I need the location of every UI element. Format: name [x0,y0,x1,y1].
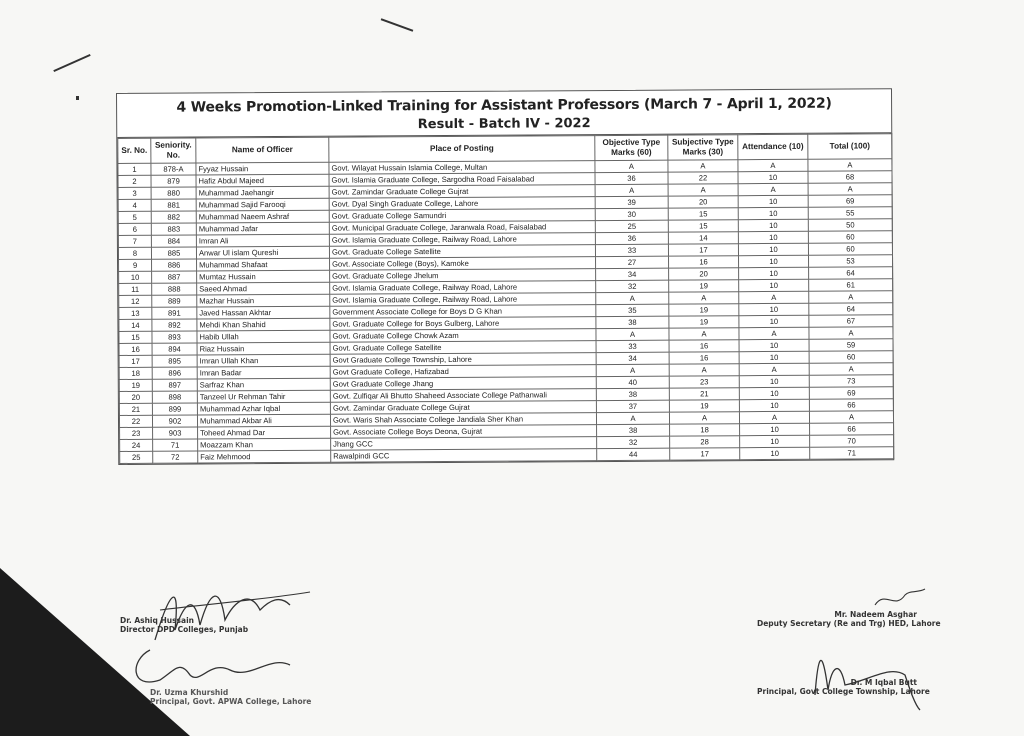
table-cell: 35 [596,304,669,316]
table-cell: 3 [118,187,151,199]
table-cell: 21 [119,403,152,415]
table-cell: Faiz Mehmood [198,450,331,463]
table-cell: 10 [739,267,809,279]
table-cell: A [738,159,808,171]
table-cell: 27 [596,256,669,268]
sig-right-bottom [757,678,930,696]
table-cell: 55 [808,207,892,220]
table-cell: 887 [152,271,197,283]
table-cell: Mumtaz Hussain [197,270,330,283]
table-cell: A [595,184,668,196]
table-cell: 8 [118,247,151,259]
table-cell: 899 [152,403,197,415]
sig-right-top-title: Deputy Secretary (Re and Trg) HED, Lahore [757,619,941,628]
table-cell: Riaz Hussain [197,342,330,355]
table-body [118,159,894,464]
table-cell: 70 [810,435,894,448]
table-cell: Imran Badar [197,366,330,379]
sig-right-bottom-title: Principal, Govt College Township, Lahore [757,687,930,696]
table-cell: 36 [595,172,668,184]
column-header: Objective Type Marks (60) [595,135,668,160]
table-cell: 7 [118,235,151,247]
table-cell: Govt. Graduate College Chowk Azam [330,329,596,343]
table-cell: Govt. Associate College (Boys), Kamoke [330,257,596,271]
table-cell: 878-A [151,163,196,175]
table-cell: 20 [668,196,738,208]
table-cell: A [739,291,809,303]
table-cell: 16 [669,340,739,352]
table-cell: Govt. Graduate College Satellite [330,341,596,355]
table-cell: 20 [119,391,152,403]
table-cell: 5 [118,211,151,223]
table-cell: Muhammad Jafar [196,222,329,235]
table-cell: Imran Ullah Khan [197,354,330,367]
table-cell: 14 [668,232,738,244]
table-cell: 17 [119,355,152,367]
table-cell: 13 [119,307,152,319]
table-cell: Habib Ullah [197,330,330,343]
table-cell: Government Associate College for Boys D G Khan [330,305,596,319]
table-cell: 16 [119,343,152,355]
table-cell: Imran Ali [196,234,329,247]
sig-right-bottom-name: Dr. M Iqbal Butt [850,678,917,687]
table-cell: 10 [738,207,808,219]
table-cell: Muhammad Shafaat [197,258,330,271]
table-cell: A [808,183,892,196]
table-cell: 10 [739,351,809,363]
column-header: Place of Posting [329,136,595,163]
table-cell: Javed Hassan Akhtar [197,306,330,319]
table-cell: A [596,412,669,424]
table-cell: 50 [808,219,892,232]
table-cell: Govt. Waris Shah Associate College Jandiala Sher Khan [330,413,596,427]
table-cell: 15 [668,208,738,220]
table-cell: 10 [739,315,809,327]
table-cell: A [809,291,893,304]
table-cell: Hafiz Abdul Majeed [196,174,329,187]
table-cell: 71 [810,447,894,460]
column-header: Attendance (10) [738,134,808,159]
table-cell: 20 [669,268,739,280]
table-cell: 25 [120,451,153,463]
result-table [117,133,894,464]
table-cell: 38 [596,388,669,400]
table-cell: 1 [118,163,151,175]
table-cell: Govt Graduate College Township, Lahore [330,353,596,367]
table-cell: 38 [597,424,670,436]
sig-left-bottom-title: Principal, Govt. APWA College, Lahore [150,697,312,706]
table-cell: 53 [809,255,893,268]
table-cell: Muhammad Jaehangir [196,186,329,199]
table-cell: 40 [596,376,669,388]
table-cell: 16 [669,256,739,268]
table-cell: 34 [596,352,669,364]
table-cell: 25 [595,220,668,232]
table-cell: 10 [738,243,808,255]
table-cell: A [669,412,739,424]
sig-right-top-name: Mr. Nadeem Asghar [834,610,917,619]
sig-left-top [120,616,248,634]
table-cell: Govt. Zamindar Graduate College Gujrat [329,185,595,199]
table-cell: 894 [152,343,197,355]
table-cell: 10 [740,435,810,447]
table-cell: 10 [739,387,809,399]
table-cell: 10 [739,375,809,387]
table-cell: 10 [740,447,810,459]
table-cell: 69 [808,195,892,208]
table-cell: 34 [596,268,669,280]
table-cell: A [809,411,893,424]
table-cell: 10 [738,195,808,207]
table-cell: 15 [668,220,738,232]
table-cell: A [596,292,669,304]
table-cell: Govt Graduate College Jhang [330,377,596,391]
table-cell: 11 [119,283,152,295]
table-cell: A [595,160,668,172]
table-cell: 33 [595,244,668,256]
table-cell: 68 [808,171,892,184]
table-cell: A [738,183,808,195]
table-cell: 893 [152,331,197,343]
document-title: 4 Weeks Promotion-Linked Training for Assistant Professors (March 7 - April 1, 2022) [176,95,832,116]
table-cell: 61 [809,279,893,292]
sig-left-bottom-name: Dr. Uzma Khurshid [150,688,229,697]
table-cell: Toheed Ahmad Dar [198,426,331,439]
table-cell: 881 [151,199,196,211]
column-header: Total (100) [808,134,892,160]
table-cell: Fyyaz Hussain [196,162,329,175]
table-cell: Mazhar Hussain [197,294,330,307]
table-cell: 6 [118,223,151,235]
table-cell: 19 [669,304,739,316]
document-subtitle: Result - Batch IV - 2022 [417,116,591,133]
table-cell: Govt. Graduate College for Boys Gulberg, Lahore [330,317,596,331]
table-cell: Muhammad Sajid Farooqi [196,198,329,211]
table-cell: Govt. Associate College Boys Deona, Gujrat [331,425,597,439]
table-cell: Muhammad Naeem Ashraf [196,210,329,223]
table-cell: 10 [739,339,809,351]
table-cell: 19 [669,316,739,328]
table-cell: 10 [119,271,152,283]
table-cell: Saeed Ahmad [197,282,330,295]
table-cell: Anwar Ul islam Qureshi [196,246,329,259]
table-cell: 10 [738,219,808,231]
table-cell: 884 [151,235,196,247]
table-cell: 24 [120,439,153,451]
table-cell: 33 [596,340,669,352]
table-cell: 28 [670,436,740,448]
table-cell: 898 [152,391,197,403]
table-cell: 30 [595,208,668,220]
table-cell: A [739,411,809,423]
title-box [117,89,891,138]
table-cell: 16 [669,352,739,364]
table-cell: 32 [596,280,669,292]
table-cell: 896 [152,367,197,379]
table-cell: 17 [670,448,740,460]
table-cell: Jhang GCC [331,437,597,451]
column-header: Subjective Type Marks (30) [668,135,738,160]
table-cell: A [596,364,669,376]
table-cell: Govt. Islamia Graduate College, Railway Road, Lahore [330,293,596,307]
table-cell: A [668,160,738,172]
table-cell: Govt. Graduate College Jhelum [330,269,596,283]
table-cell: 880 [151,187,196,199]
table-cell: 72 [153,451,198,463]
table-cell: 73 [809,375,893,388]
table-cell: Govt. Graduate College Samundri [329,209,595,223]
table-cell: 888 [152,283,197,295]
table-cell: 882 [151,211,196,223]
table-cell: A [668,184,738,196]
table-cell: 14 [119,319,152,331]
table-cell: 895 [152,355,197,367]
table-cell: Govt. Islamia Graduate College, Sargodha Road Faisalabad [329,173,595,187]
table-cell: 15 [119,331,152,343]
table-cell: 66 [810,423,894,436]
table-cell: 17 [668,244,738,256]
table-cell: 22 [119,415,152,427]
column-header: Name of Officer [196,137,329,163]
table-cell: 886 [152,259,197,271]
table-cell: 21 [669,388,739,400]
table-cell: 892 [152,319,197,331]
table-cell: 32 [597,436,670,448]
table-cell: 902 [152,415,197,427]
table-cell: Muhammad Azhar Iqbal [197,402,330,415]
table-cell: 38 [596,316,669,328]
table-cell: 10 [739,399,809,411]
table-cell: Govt. Zulfiqar Ali Bhutto Shaheed Associate College Pathanwali [330,389,596,403]
table-cell: 64 [809,303,893,316]
table-cell: Sarfraz Khan [197,378,330,391]
signature-iqbal-butt [810,635,930,715]
table-cell: 4 [118,199,151,211]
column-header: Seniority. No. [151,138,196,163]
table-cell: 10 [738,171,808,183]
table-cell: 19 [119,379,152,391]
table-cell: Govt. Wilayat Hussain Islamia College, Multan [329,161,595,175]
table-cell: 879 [151,175,196,187]
table-cell: Muhammad Akbar Ali [197,414,330,427]
table-cell: A [669,364,739,376]
table-cell: A [739,363,809,375]
table-cell: A [669,328,739,340]
table-cell: A [739,327,809,339]
table-cell: 10 [739,303,809,315]
table-cell: Govt. Islamia Graduate College, Railway Road, Lahore [329,233,595,247]
table-cell: 36 [595,232,668,244]
table-cell: 903 [153,427,198,439]
table-cell: 19 [669,400,739,412]
table-cell: Tanzeel Ur Rehman Tahir [197,390,330,403]
sig-right-top [757,610,941,628]
result-sheet [116,88,894,465]
table-cell: 64 [809,267,893,280]
table-cell: 71 [153,439,198,451]
sig-left-top-title: Director DPD Colleges, Punjab [120,625,249,634]
table-cell: 9 [119,259,152,271]
table-cell: 23 [669,376,739,388]
table-cell: 891 [152,307,197,319]
table-cell: 37 [596,400,669,412]
table-cell: 19 [669,280,739,292]
table-cell: Govt. Graduate College Satellite [329,245,595,259]
table-cell: 60 [808,243,892,256]
table-cell: 39 [595,196,668,208]
table-cell: A [808,159,892,172]
table-cell: A [596,328,669,340]
table-cell: 18 [119,367,152,379]
table-cell: Govt. Dyal Singh Graduate College, Lahore [329,197,595,211]
table-cell: 69 [809,387,893,400]
table-cell: Rawalpindi GCC [331,449,597,463]
table-cell: 60 [809,351,893,364]
table-cell: 22 [668,172,738,184]
table-cell: A [669,292,739,304]
table-cell: 23 [120,427,153,439]
table-cell: 44 [597,448,670,460]
table-cell: 10 [738,231,808,243]
table-cell: 10 [740,423,810,435]
table-cell: A [809,363,893,376]
sig-left-top-name: Dr. Ashiq Hussain [120,616,194,625]
table-cell: 66 [809,399,893,412]
table-cell: 883 [151,223,196,235]
table-cell: 897 [152,379,197,391]
column-header: Sr. No. [118,138,151,163]
table-cell: Govt. Islamia Graduate College, Railway Road, Lahore [330,281,596,295]
table-cell: 10 [739,255,809,267]
table-cell: 12 [119,295,152,307]
table-cell: 10 [739,279,809,291]
table-cell: 60 [808,231,892,244]
table-cell: 889 [152,295,197,307]
table-cell: 2 [118,175,151,187]
table-cell: Moazzam Khan [198,438,331,451]
sig-left-bottom [150,688,311,706]
table-cell: Mehdi Khan Shahid [197,318,330,331]
table-cell: 885 [151,247,196,259]
table-cell: 18 [670,424,740,436]
table-cell: A [809,327,893,340]
table-cell: Govt. Zamindar Graduate College Gujrat [330,401,596,415]
table-cell: 67 [809,315,893,328]
table-cell: 59 [809,339,893,352]
table-cell: Govt Graduate College, Hafizabad [330,365,596,379]
table-cell: Govt. Municipal Graduate College, Jaranwala Road, Faisalabad [329,221,595,235]
